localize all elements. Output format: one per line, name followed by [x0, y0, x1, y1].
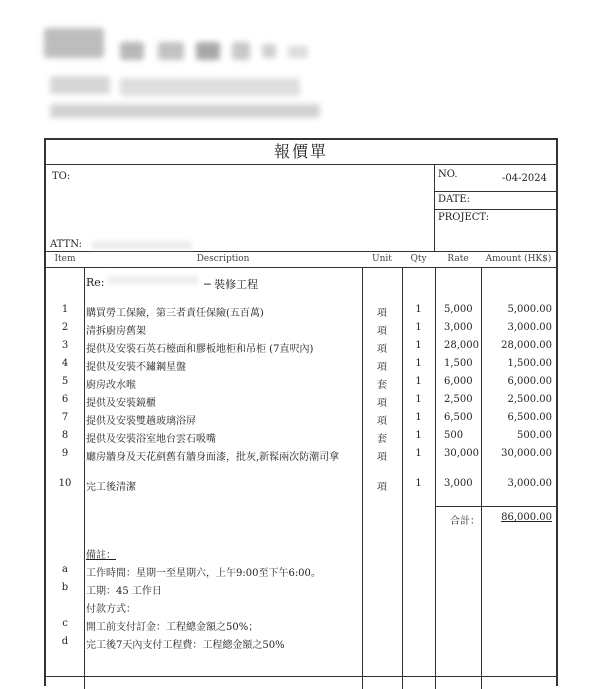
- note-row: [46, 618, 556, 633]
- item-description: 提供及安裝鏡櫃: [86, 398, 156, 409]
- item-qty: 1: [415, 394, 422, 405]
- item-rate: 3,000: [444, 322, 473, 333]
- item-amount: 6,500.00: [507, 412, 552, 423]
- item-qty: 1: [415, 304, 422, 315]
- note-text: 付款方式：: [86, 604, 136, 615]
- project-label: PROJECT:: [438, 212, 490, 223]
- item-number: 5: [61, 376, 69, 387]
- item-description: 提供及安裝不鏽鋼星盤: [86, 362, 186, 373]
- item-number: 8: [61, 430, 69, 441]
- col-item: Item: [54, 254, 76, 264]
- item-number: 7: [61, 412, 69, 423]
- item-rate: 6,500: [444, 412, 473, 423]
- line-item-row: [46, 304, 556, 319]
- note-row: [46, 636, 556, 651]
- item-qty: 1: [415, 412, 422, 423]
- note-row: [46, 600, 556, 615]
- item-description: 提供及安裝浴室地台雲石吸嘴: [86, 434, 216, 445]
- line-item-row: [46, 478, 556, 493]
- line-item-row: [46, 430, 556, 445]
- item-amount: 28,000.00: [501, 340, 552, 351]
- item-unit: 項: [377, 416, 387, 427]
- item-number: 6: [61, 394, 69, 405]
- line-item-row: [46, 340, 556, 355]
- line-item-row: [46, 322, 556, 337]
- to-label: TO:: [52, 171, 71, 182]
- item-qty: 1: [415, 322, 422, 333]
- item-rate: 500: [444, 430, 464, 441]
- item-unit: 項: [377, 344, 387, 355]
- total-value: 86,000.00: [501, 512, 552, 523]
- col-unit: Unit: [372, 254, 392, 264]
- item-amount: 3,000.00: [507, 478, 552, 489]
- company-letterhead: [40, 14, 340, 124]
- item-description: 完工後清潔: [86, 482, 136, 493]
- item-unit: 項: [377, 452, 387, 463]
- item-amount: 500.00: [517, 430, 552, 441]
- column-headers: [46, 252, 556, 268]
- note-row: [46, 564, 556, 579]
- item-amount: 6,000.00: [507, 376, 552, 387]
- item-description: 廚房改水喉: [86, 380, 136, 391]
- no-label: NO.: [438, 169, 458, 180]
- item-number: 3: [61, 340, 69, 351]
- item-qty: 1: [415, 376, 422, 387]
- item-amount: 30,000.00: [501, 448, 552, 459]
- note-text: 工作時間：星期一至星期六，上午9:00至下午6:00。: [86, 568, 321, 579]
- no-value: -04-2024: [502, 173, 547, 184]
- item-description: 廳房牆身及天花剷舊有牆身面漆，批灰,新髹兩次防潮司拿: [86, 452, 340, 463]
- item-qty: 1: [415, 478, 422, 489]
- item-rate: 30,000: [444, 448, 479, 459]
- item-qty: 1: [415, 448, 422, 459]
- item-description: 提供及安裝雙趟玻璃浴屏: [86, 416, 196, 427]
- item-rate: 2,500: [444, 394, 473, 405]
- quotation-form: [44, 138, 558, 686]
- item-number: 4: [61, 358, 69, 369]
- re-subject: ─ 裝修工程: [204, 278, 259, 291]
- item-qty: 1: [415, 358, 422, 369]
- note-row: [46, 582, 556, 597]
- item-qty: 1: [415, 430, 422, 441]
- item-description: 清拆廚房舊架: [86, 326, 146, 337]
- note-letter: d: [61, 636, 69, 647]
- total-label: 合計：: [450, 516, 480, 527]
- item-number: 10: [58, 478, 72, 489]
- item-rate: 3,000: [444, 478, 473, 489]
- item-number: 2: [61, 322, 69, 333]
- note-text: 開工前支付訂金：工程總金額之50%；: [86, 622, 259, 633]
- total-row: [46, 512, 556, 527]
- note-letter: c: [62, 618, 68, 629]
- col-amount: Amount (HK$): [485, 254, 552, 264]
- item-unit: 套: [377, 434, 387, 445]
- line-item-row: [46, 448, 556, 463]
- note-letter: b: [61, 582, 69, 593]
- note-letter: a: [62, 564, 68, 575]
- line-item-row: [46, 394, 556, 409]
- item-rate: 5,000: [444, 304, 473, 315]
- line-item-row: [46, 412, 556, 427]
- item-amount: 2,500.00: [507, 394, 552, 405]
- re-line: [46, 276, 556, 291]
- attn-value-redacted: [92, 239, 192, 250]
- item-amount: 1,500.00: [507, 358, 552, 369]
- col-qty: Qty: [410, 254, 427, 264]
- item-rate: 28,000: [444, 340, 479, 351]
- notes-title: 備註：: [86, 550, 116, 561]
- item-number: 1: [61, 304, 69, 315]
- item-unit: 項: [377, 398, 387, 409]
- item-description: 購買勞工保險，第三者責任保險(五百萬): [86, 308, 264, 319]
- re-prefix: Re:: [86, 276, 105, 289]
- col-description: Description: [196, 254, 250, 264]
- item-unit: 項: [377, 482, 387, 493]
- note-text: 工期：45 工作日: [86, 586, 162, 597]
- item-unit: 項: [377, 308, 387, 319]
- item-amount: 5,000.00: [507, 304, 552, 315]
- notes-title-row: [46, 546, 556, 561]
- line-item-row: [46, 376, 556, 391]
- attn-label: ATTN:: [50, 239, 82, 250]
- item-number: 9: [61, 448, 69, 459]
- item-unit: 項: [377, 326, 387, 337]
- items-table: [46, 268, 556, 689]
- note-text: 完工後7天內支付工程費：工程總金額之50%: [86, 640, 285, 651]
- date-label: DATE:: [438, 194, 471, 205]
- col-rate: Rate: [447, 254, 469, 264]
- item-qty: 1: [415, 340, 422, 351]
- form-header: [46, 165, 556, 252]
- line-item-row: [46, 358, 556, 373]
- form-title: 報價單: [46, 140, 556, 165]
- item-rate: 1,500: [444, 358, 473, 369]
- item-amount: 3,000.00: [507, 322, 552, 333]
- item-rate: 6,000: [444, 376, 473, 387]
- item-unit: 項: [377, 362, 387, 373]
- item-unit: 套: [377, 380, 387, 391]
- item-description: 提供及安裝石英石檯面和膠板地柜和吊柜 (7直呎內): [86, 344, 314, 355]
